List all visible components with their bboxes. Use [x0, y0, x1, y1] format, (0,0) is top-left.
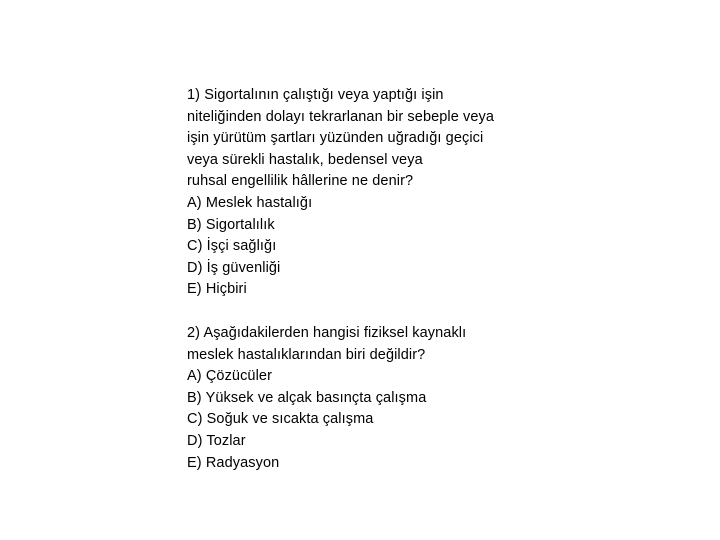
answer-option-a: A) Meslek hastalığı — [187, 194, 313, 211]
answer-option-a: A) Çözücüler — [187, 368, 273, 385]
question-stem-line: işin yürütüm şartları yüzünden uğradığı geçici — [187, 130, 484, 147]
answer-option-e: E) Radyasyon — [187, 454, 280, 471]
question-stem-line: meslek hastalıklarından biri değildir? — [187, 346, 426, 363]
answer-option-d: D) İş güvenliği — [187, 259, 281, 276]
question-1 — [187, 85, 567, 301]
answer-option-b: B) Yüksek ve alçak basınçta çalışma — [187, 389, 427, 406]
answer-option-d: D) Tozlar — [187, 432, 246, 449]
question-stem-text: Sigortalının çalıştığı veya yaptığı işin — [204, 87, 444, 103]
answer-option-c: C) Soğuk ve sıcakta çalışma — [187, 411, 374, 428]
answer-option-b: B) Sigortalılık — [187, 216, 275, 233]
question-stem-line: ruhsal engellilik hâllerine ne denir? — [187, 173, 414, 190]
question-2 — [187, 323, 567, 474]
question-number: 2 — [187, 325, 196, 341]
question-stem-line: 2) Aşağıdakilerden hangisi fiziksel kaynaklı — [187, 325, 467, 341]
question-stem-text: Aşağıdakilerden hangisi fiziksel kaynaklı — [203, 325, 467, 341]
answer-option-e: E) Hiçbiri — [187, 281, 247, 298]
answer-option-c: C) İşçi sağlığı — [187, 238, 277, 255]
question-stem-line: 1) Sigortalının çalıştığı veya yaptığı işin — [187, 87, 444, 103]
question-stem-line: niteliğinden dolayı tekrarlanan bir sebeple veya — [187, 108, 495, 125]
question-number: 1 — [187, 87, 196, 103]
question-stem-line: veya sürekli hastalık, bedensel veya — [187, 151, 423, 168]
